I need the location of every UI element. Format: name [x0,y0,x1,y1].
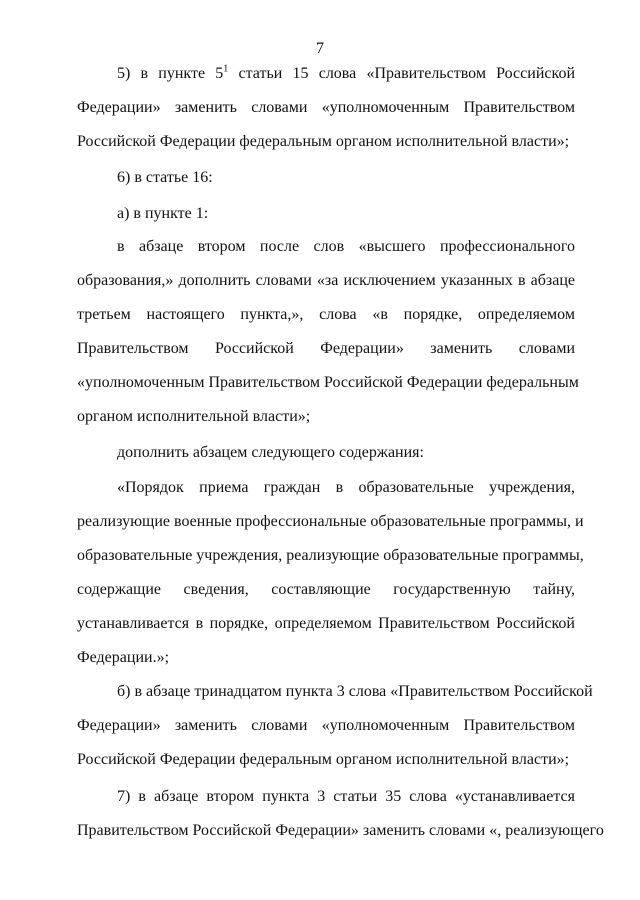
superscript: 1 [223,63,229,75]
text-line: «Порядок приема граждан в образовательные учреждения, [117,479,575,496]
paragraph-item-7 [77,780,604,848]
text-line: реализующие военные профессиональные образовательные программы, и [77,513,584,530]
paragraph-add [77,436,575,470]
page-number: 7 [316,40,324,57]
text-fragment: 5) в пункте 5 [117,65,224,82]
paragraph-subitem-b [77,675,593,777]
paragraph-item-6 [77,161,575,195]
text-line: Федерации» заменить словами «уполномоченным Правительством [77,717,575,734]
text-line: дополнить абзацем следующего содержания: [117,444,424,461]
text-line: «уполномоченным Правительством Российской Федерации федеральным [77,374,579,391]
text-line: Российской Федерации федеральным органом исполнительной власти»; [77,751,570,768]
text-line: содержащие сведения, составляющие государственную тайну, [77,581,575,598]
text-line: третьем настоящего пункта,», слова «в порядке, определяемом [77,306,575,323]
text-line: Правительством Российской Федерации» заменить словами «, реализующего [77,822,604,839]
text-line: устанавливается в порядке, определяемом Правительством Российской [77,615,575,632]
text-line: а) в пункте 1: [117,205,209,222]
text-line: образования,» дополнить словами «за исключением указанных в абзаце [77,272,575,289]
text-line: б) в абзаце тринадцатом пункта 3 слова «Правительством Российской [117,683,593,700]
text-line: 6) в статье 16: [117,169,213,186]
paragraph-quote [77,471,584,675]
text-line: в абзаце втором после слов «высшего профессионального [117,238,575,255]
text-line: Федерации» заменить словами «уполномоченным Правительством [77,99,575,116]
text-line: образовательные учреждения, реализующие образовательные программы, [77,547,584,564]
text-fragment: статьи 15 слова «Правительством Российской [228,65,576,82]
text-line: Российской Федерации федеральным органом исполнительной власти»; [77,133,570,150]
paragraph-item-5 [77,57,575,159]
paragraph-amendment [77,230,579,434]
text-line: 7) в абзаце втором пункта 3 статьи 35 слова «устанавливается [117,788,575,805]
text-line: органом исполнительной власти»; [77,408,311,425]
text-line [77,57,575,91]
paragraph-subitem-a [77,197,575,231]
text-line: Правительством Российской Федерации» заменить словами [77,340,575,357]
text-line: Федерации.»; [77,649,170,666]
